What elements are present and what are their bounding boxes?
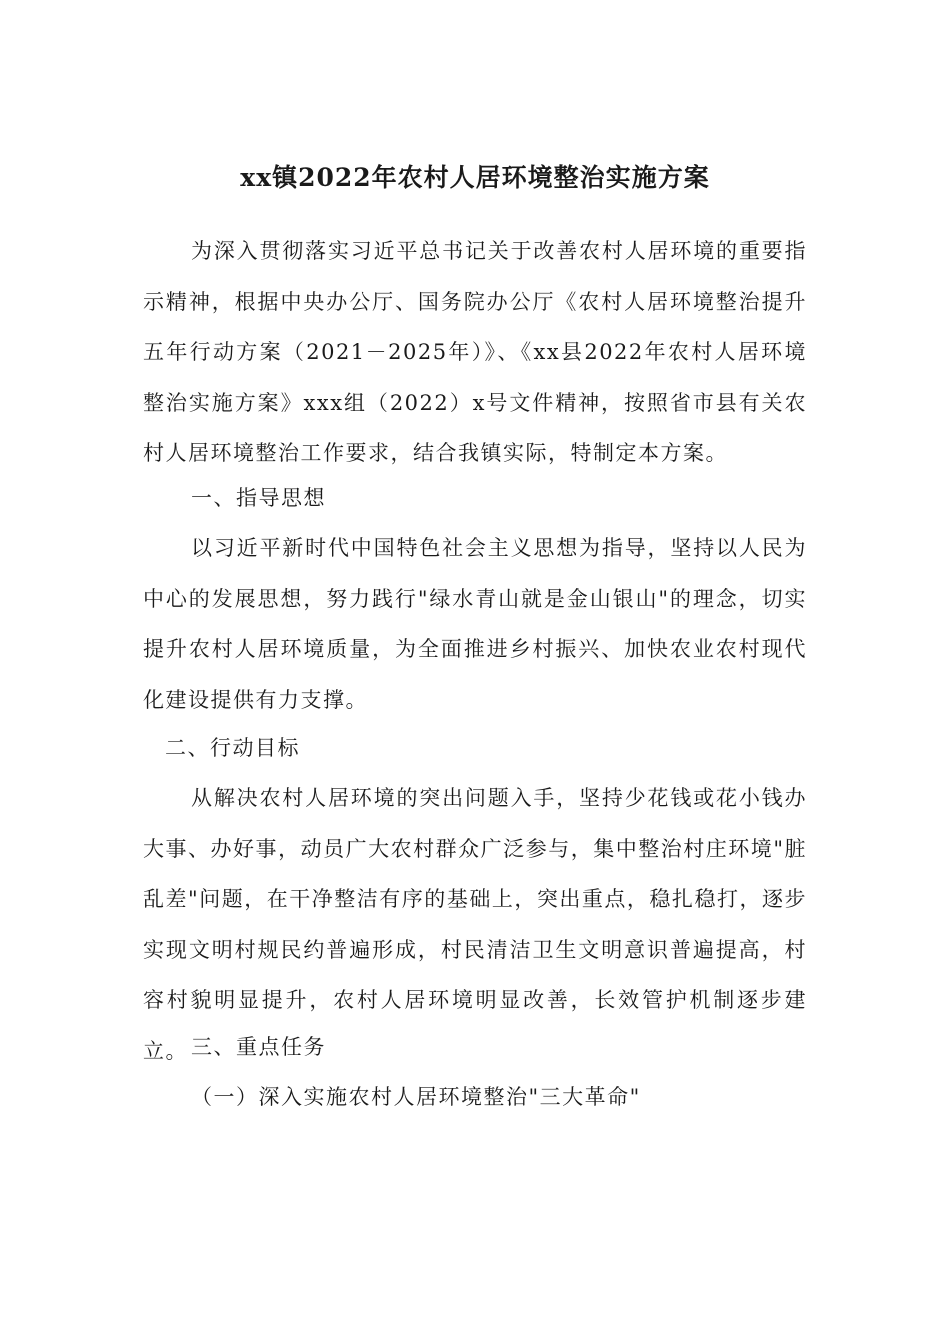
section1-paragraph: 以习近平新时代中国特色社会主义思想为指导，坚持以人民为中心的发展思想，努力践行"绿水青山就是金山银山"的理念，切实提升农村人居环境质量，为全面推进乡村振兴、加快农业农村现代化建设提供有力支撑。 — [143, 536, 807, 712]
section2-paragraph: 从解决农村人居环境的突出问题入手，坚持少花钱或花小钱办大事、办好事，动员广大农村群众广泛参与，集中整治村庄环境"脏乱差"问题，在干净整洁有序的基础上，突出重点，稳扎稳打，逐步实现文明村规民约普遍形成，村民清洁卫生文明意识普遍提高，村容村貌明显提升，农村人居环境明显改善，长效管护机制逐步建立。 — [143, 786, 807, 1063]
section1-heading: 一、指导思想 — [191, 486, 326, 510]
document-title: xx镇2022年农村人居环境整治实施方案 — [240, 163, 710, 192]
section3-heading: 三、重点任务 — [191, 1035, 326, 1059]
section2-heading: 二、行动目标 — [165, 736, 300, 760]
intro-paragraph: 为深入贯彻落实习近平总书记关于改善农村人居环境的重要指示精神，根据中央办公厅、国务院办公厅《农村人居环境整治提升五年行动方案（2021－2025年）》、《xx县2022年农村人居环境整治实施方案》xxx组（2022）x号文件精神，按照省市县有关农村人居环境整治工作要求，结合我镇实际，特制定本方案。 — [143, 239, 807, 465]
subsection1-heading: （一）深入实施农村人居环境整治"三大革命" — [191, 1085, 641, 1109]
